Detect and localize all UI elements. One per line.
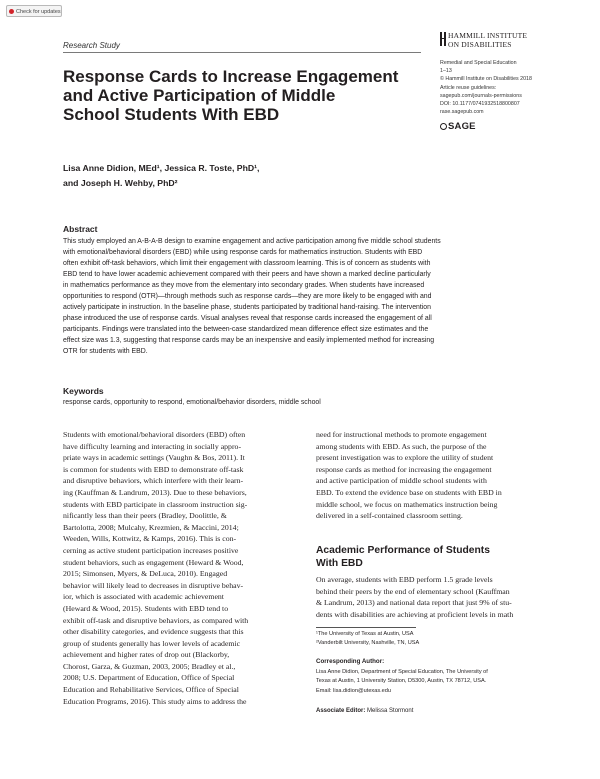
body-line: exhibit off-task and disruptive behaviors, as compared with bbox=[63, 615, 249, 625]
affiliation: ¹The University of Texas at Austin, USA bbox=[316, 631, 414, 637]
publisher-line-2: ON DISABILITIES bbox=[448, 39, 512, 49]
abstract-heading: Abstract bbox=[63, 224, 98, 234]
body-right-column-bottom bbox=[316, 574, 555, 620]
body-left-column bbox=[63, 429, 302, 707]
body-line: delivered in a self-contained classroom setting. bbox=[316, 511, 463, 521]
publisher-line-1: HAMMILL INSTITUTE bbox=[448, 31, 528, 40]
journal-metadata bbox=[440, 59, 532, 116]
hammill-logo-icon bbox=[440, 32, 446, 46]
abstract-line: effect size was 1.3, suggesting that response cards may be an inexpensive and easily implemented method for increasing bbox=[63, 337, 435, 345]
abstract-line: actively participate in instruction. In the baseline phase, students participated by traditional hand-raising. The intervention bbox=[63, 304, 431, 312]
body-line: among students with EBD. As such, the purpose of the bbox=[316, 441, 487, 451]
body-line: and disruptive behaviors, which interfere with their learn- bbox=[63, 476, 244, 486]
abstract-line: often exhibit off-task behaviors, which limit their engagement with classroom learning. This is of concern as students with bbox=[63, 260, 431, 268]
body-line: & Landrum, 2013) and national data report that just 9% of stu- bbox=[316, 598, 512, 608]
abstract-body bbox=[63, 236, 540, 358]
body-line: student behaviors, such as engagement (Heward & Wood, bbox=[63, 557, 244, 567]
body-line: other disability categories, and evidence suggests that this bbox=[63, 627, 244, 637]
corresponding-author-details bbox=[316, 668, 488, 696]
corresponding-email[interactable]: Email: lisa.didion@utexas.edu bbox=[316, 687, 392, 694]
section-heading bbox=[316, 544, 546, 570]
body-line: 2015; Simonsen, Myers, & DeLuca, 2010). Engaged bbox=[63, 569, 228, 579]
footnote-rule bbox=[316, 627, 416, 628]
body-line: priate ways in academic settings (Vaughn & Bos, 2011). It bbox=[63, 453, 245, 463]
corresponding-line: Lisa Anne Didion, Department of Special Education, The University of bbox=[316, 669, 488, 675]
body-line: ior, which is associated with academic achievement bbox=[63, 592, 224, 602]
page-range: 1–13 bbox=[440, 68, 452, 75]
author-line: Lisa Anne Didion, MEd¹, Jessica R. Toste, PhD¹, bbox=[63, 163, 260, 173]
body-line: ing (Kauffman & Landrum, 2013). Due to these behaviors, bbox=[63, 487, 247, 497]
body-line: On average, students with EBD perform 1.5 grade levels bbox=[316, 575, 493, 584]
copyright: © Hammill Institute on Disabilities 2018 bbox=[440, 76, 532, 83]
check-for-updates-badge[interactable] bbox=[6, 5, 62, 17]
abstract-line: This study employed an A-B-A-B design to examine engagement and active participation among five middle school students bbox=[63, 238, 441, 245]
section-heading-line: Academic Performance of Students bbox=[316, 545, 490, 556]
keywords-list: response cards, opportunity to respond, emotional/behavior disorders, middle school bbox=[63, 399, 321, 406]
associate-editor-name: Melissa Stormont bbox=[367, 708, 414, 714]
associate-editor-label: Associate Editor: bbox=[316, 708, 366, 714]
corresponding-line: Texas at Austin, 1 University Station, D5300, Austin, TX 78712, USA. bbox=[316, 678, 487, 685]
body-line: present investigation was to explore the utility of student bbox=[316, 453, 494, 463]
body-line: behind their peers by the end of elementary school (Kauffman bbox=[316, 586, 510, 596]
affiliation-footnotes bbox=[316, 630, 419, 649]
title-line: Response Cards to Increase Engagement bbox=[63, 67, 399, 86]
body-line: (Heward & Wood, 2015). Students with EBD tend to bbox=[63, 603, 229, 613]
body-line: EBD. To extend the evidence base on students with EBD in bbox=[316, 487, 502, 497]
body-line: achievement and higher rates of drop out (Blackorby, bbox=[63, 650, 230, 660]
body-line: nificantly less than their peers (Bradley, Doolittle, & bbox=[63, 511, 227, 521]
abstract-line: opportunities to respond (OTR)—through methods such as response cards—they are more likely to be engaged with and bbox=[63, 293, 432, 301]
abstract-line: OTR for students with EBD. bbox=[63, 348, 148, 356]
body-line: behavior will likely lead to decreases in disruptive behav- bbox=[63, 580, 244, 590]
section-heading-line: With EBD bbox=[316, 558, 363, 569]
reuse-label: Article reuse guidelines: bbox=[440, 84, 497, 91]
body-line: need for instructional methods to promote engagement bbox=[316, 430, 487, 439]
permissions-link[interactable]: sagepub.com/journals-permissions bbox=[440, 92, 522, 99]
title-line: School Students With EBD bbox=[63, 105, 280, 124]
title-line: and Active Participation of Middle bbox=[63, 86, 336, 105]
journal-site-link[interactable]: rase.sagepub.com bbox=[440, 109, 484, 116]
abstract-line: participants. Findings were translated into the between-case standardized mean difference effect size estimates and the bbox=[63, 326, 429, 334]
keywords-heading: Keywords bbox=[63, 386, 104, 396]
body-line: Bartolotta, 2008; Mulcahy, Krezmien, & Maccini, 2014; bbox=[63, 522, 239, 532]
associate-editor bbox=[316, 708, 413, 714]
author-line: and Joseph H. Wehby, PhD² bbox=[63, 177, 178, 188]
body-line: group of students generally has lower levels of academic bbox=[63, 638, 241, 648]
article-title bbox=[63, 67, 403, 124]
body-line: Chorost, Garza, & Guzman, 2003, 2005; Bradley et al., bbox=[63, 661, 236, 671]
abstract-line: with emotional/behavioral disorders (EBD) while using response cards for mathematics instruction. Students with EBD bbox=[63, 249, 423, 257]
body-line: and active participation of middle school students with bbox=[316, 476, 487, 486]
body-line: middle school, we focus on mathematics instruction being bbox=[316, 499, 498, 509]
body-line: cerning as active student participation increases positive bbox=[63, 545, 239, 555]
doi-link[interactable]: DOI: 10.1177/0741932518800807 bbox=[440, 101, 520, 108]
abstract-line: EBD tend to have lower academic achievement compared with their peers and have shown a marked decline particularly bbox=[63, 271, 431, 279]
affiliation: ²Vanderbilt University, Nashville, TN, USA bbox=[316, 640, 420, 647]
body-line: dents with disabilities are achieving at proficient levels in math bbox=[316, 609, 514, 619]
update-dot-icon bbox=[9, 9, 14, 14]
body-line: Weeden, Wills, Kottwitz, & Kamps, 2016). This is con- bbox=[63, 534, 237, 544]
body-line: is common for students with EBD to demonstrate off-task bbox=[63, 464, 244, 474]
sage-logo bbox=[440, 121, 476, 132]
body-line: Students with emotional/behavioral disorders (EBD) often bbox=[63, 430, 246, 439]
section-label: Research Study bbox=[63, 41, 120, 50]
body-line: Education Programs, 2016). This study aims to address the bbox=[63, 696, 247, 706]
sage-logo-text: SAGE bbox=[448, 121, 476, 132]
check-for-updates-label: Check for updates bbox=[16, 9, 61, 15]
journal-name: Remedial and Special Education bbox=[440, 60, 517, 66]
body-line: Education and Rehabilitative Services, Office of Special bbox=[63, 685, 239, 695]
abstract-line: phase introduced the use of response cards. Visual analyses reveal that response cards increased the engagement of all bbox=[63, 315, 432, 323]
body-line: response cards as method for increasing the engagement bbox=[316, 464, 492, 474]
body-line: students with EBD participate in classroom instruction sig- bbox=[63, 499, 248, 509]
body-line: 2008; U.S. Department of Education, Office of Special bbox=[63, 673, 235, 683]
author-list bbox=[63, 161, 393, 190]
publisher-logo bbox=[440, 32, 527, 49]
abstract-line: in mathematics performance as they move from the elementary into secondary grades. When students have increased bbox=[63, 282, 425, 290]
body-line: have difficulty learning and interacting in socially appro- bbox=[63, 441, 242, 451]
header-rule bbox=[63, 52, 421, 53]
corresponding-author-heading: Corresponding Author: bbox=[316, 658, 385, 665]
body-right-column-top bbox=[316, 429, 555, 522]
sage-circle-icon bbox=[440, 123, 447, 130]
